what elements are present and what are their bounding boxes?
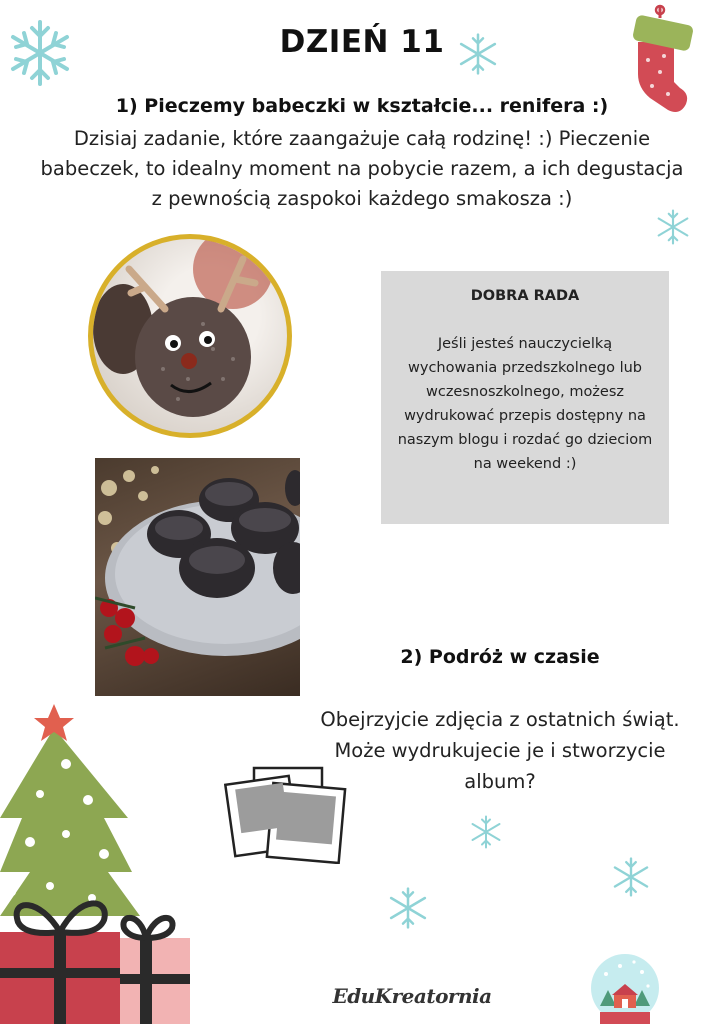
page-title: DZIEŃ 11: [279, 24, 445, 60]
section1-body: Dzisiaj zadanie, które zaangażuje całą rodzinę! :) Pieczenie babeczek, to idealny moment na pobycie razem, a ich degustacja z pewnością zaspokoi każdego smakosza :): [40, 127, 684, 210]
snowflake-icon: [612, 856, 650, 898]
snowflake-icon: [388, 886, 428, 930]
cupcakes-plate-illustration: [95, 458, 300, 696]
snowflake-icon: [470, 814, 502, 850]
cupcakes-plate-photo: [95, 458, 300, 696]
section1-heading: 1) Pieczemy babeczki w kształcie... renifera :): [115, 95, 609, 117]
tip-body: Jeśli jesteś nauczycielką wychowania przedszkolnego lub wczesnoszkolnego, możesz wydrukować przepis dostępny na naszym blogu i rozdać go dzieciom na weekend :): [397, 336, 653, 472]
reindeer-cupcake-illustration: [93, 239, 287, 433]
brand-logo: EduKreatornia: [332, 984, 492, 1008]
tip-title: DOBRA RADA: [470, 288, 580, 304]
gift-boxes-icon: [0, 878, 200, 1024]
section2-heading: 2) Podróż w czasie: [400, 646, 600, 668]
photo-frames-icon: [224, 762, 348, 864]
snow-globe-icon: [586, 950, 664, 1024]
reindeer-cupcake-photo: [88, 234, 292, 438]
section2-body: Obejrzyjcie zdjęcia z ostatnich świąt. Może wydrukujecie je i stworzycie album?: [320, 708, 680, 793]
